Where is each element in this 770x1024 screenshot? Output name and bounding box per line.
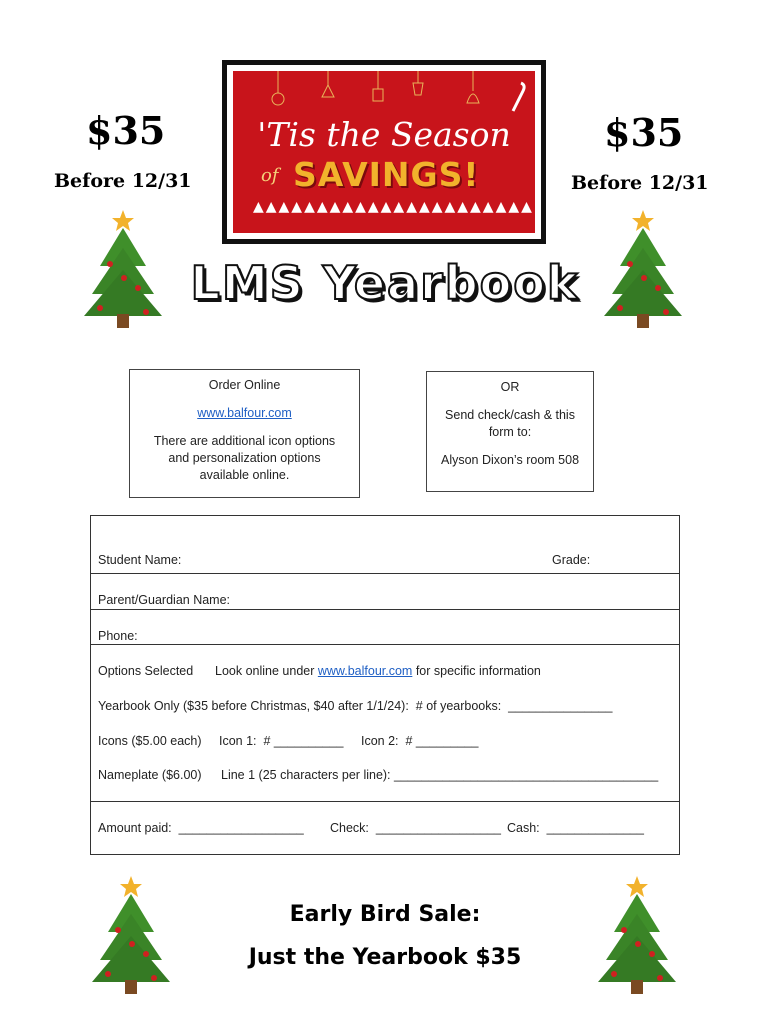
nameplate-line-field[interactable]: Line 1 (25 characters per line): ______________________________________ bbox=[221, 768, 659, 782]
look-online-prefix: Look online under bbox=[215, 664, 318, 678]
banner-line1: 'Tis the Season bbox=[257, 115, 511, 154]
icons-label: Icons ($5.00 each) bbox=[98, 734, 202, 748]
season-of-savings-banner bbox=[222, 60, 546, 244]
icon1-field[interactable]: Icon 1: # __________ bbox=[219, 734, 344, 748]
room-label: Alyson Dixon’s room 508 bbox=[440, 453, 580, 467]
balfour-link-form[interactable]: www.balfour.com bbox=[317, 664, 413, 678]
student-name-field[interactable]: Student Name: bbox=[98, 553, 182, 567]
options-selected-label: Options Selected bbox=[98, 664, 194, 678]
order-online-box bbox=[129, 369, 360, 498]
cash-field[interactable]: Cash: ______________ bbox=[507, 821, 644, 835]
amount-paid-field[interactable]: Amount paid: __________________ bbox=[98, 821, 304, 835]
order-online-heading: Order Online bbox=[208, 378, 281, 392]
banner-tree-row: ▲▲▲▲▲▲▲▲▲▲▲▲▲▲▲▲▲▲▲▲▲▲ bbox=[253, 199, 534, 215]
look-online-text bbox=[215, 664, 541, 678]
order-by-mail-box bbox=[426, 371, 594, 492]
balfour-link[interactable]: www.balfour.com bbox=[197, 406, 292, 420]
divider bbox=[91, 801, 679, 802]
ornaments-icon bbox=[233, 71, 535, 117]
early-bird-heading: Early Bird Sale: bbox=[289, 902, 481, 927]
christmas-tree-icon bbox=[80, 208, 166, 334]
nameplate-label: Nameplate ($6.00) bbox=[98, 768, 202, 782]
banner-red-panel bbox=[233, 71, 535, 233]
before-date-right: Before 12/31 bbox=[571, 172, 709, 194]
icon2-field[interactable]: Icon 2: # _________ bbox=[361, 734, 479, 748]
grade-field[interactable]: Grade: bbox=[552, 553, 591, 567]
christmas-tree-icon bbox=[88, 874, 174, 1000]
send-to-label: Send check/cash & this form to: bbox=[445, 408, 575, 439]
order-online-note: There are additional icon options and personalization options available online. bbox=[153, 434, 336, 482]
christmas-tree-icon bbox=[594, 874, 680, 1000]
or-label: OR bbox=[500, 380, 520, 394]
banner-savings: SAVINGS! bbox=[293, 155, 480, 194]
christmas-tree-icon bbox=[600, 208, 686, 334]
page-title: LMS Yearbook bbox=[190, 256, 580, 310]
price-right: $35 bbox=[604, 110, 684, 155]
look-online-suffix: for specific information bbox=[412, 664, 541, 678]
yearbook-only-field[interactable]: Yearbook Only ($35 before Christmas, $40 after 1/1/24): # of yearbooks: _______________ bbox=[98, 699, 613, 713]
before-date-left: Before 12/31 bbox=[54, 170, 192, 192]
just-yearbook-price: Just the Yearbook $35 bbox=[248, 945, 522, 970]
parent-name-field[interactable]: Parent/Guardian Name: bbox=[98, 593, 231, 607]
divider bbox=[91, 644, 679, 645]
check-field[interactable]: Check: __________________ bbox=[330, 821, 501, 835]
price-left: $35 bbox=[86, 108, 166, 153]
divider bbox=[91, 609, 679, 610]
order-form bbox=[90, 515, 680, 855]
divider bbox=[91, 573, 679, 574]
phone-field[interactable]: Phone: bbox=[98, 629, 138, 643]
banner-of: of bbox=[261, 165, 279, 186]
